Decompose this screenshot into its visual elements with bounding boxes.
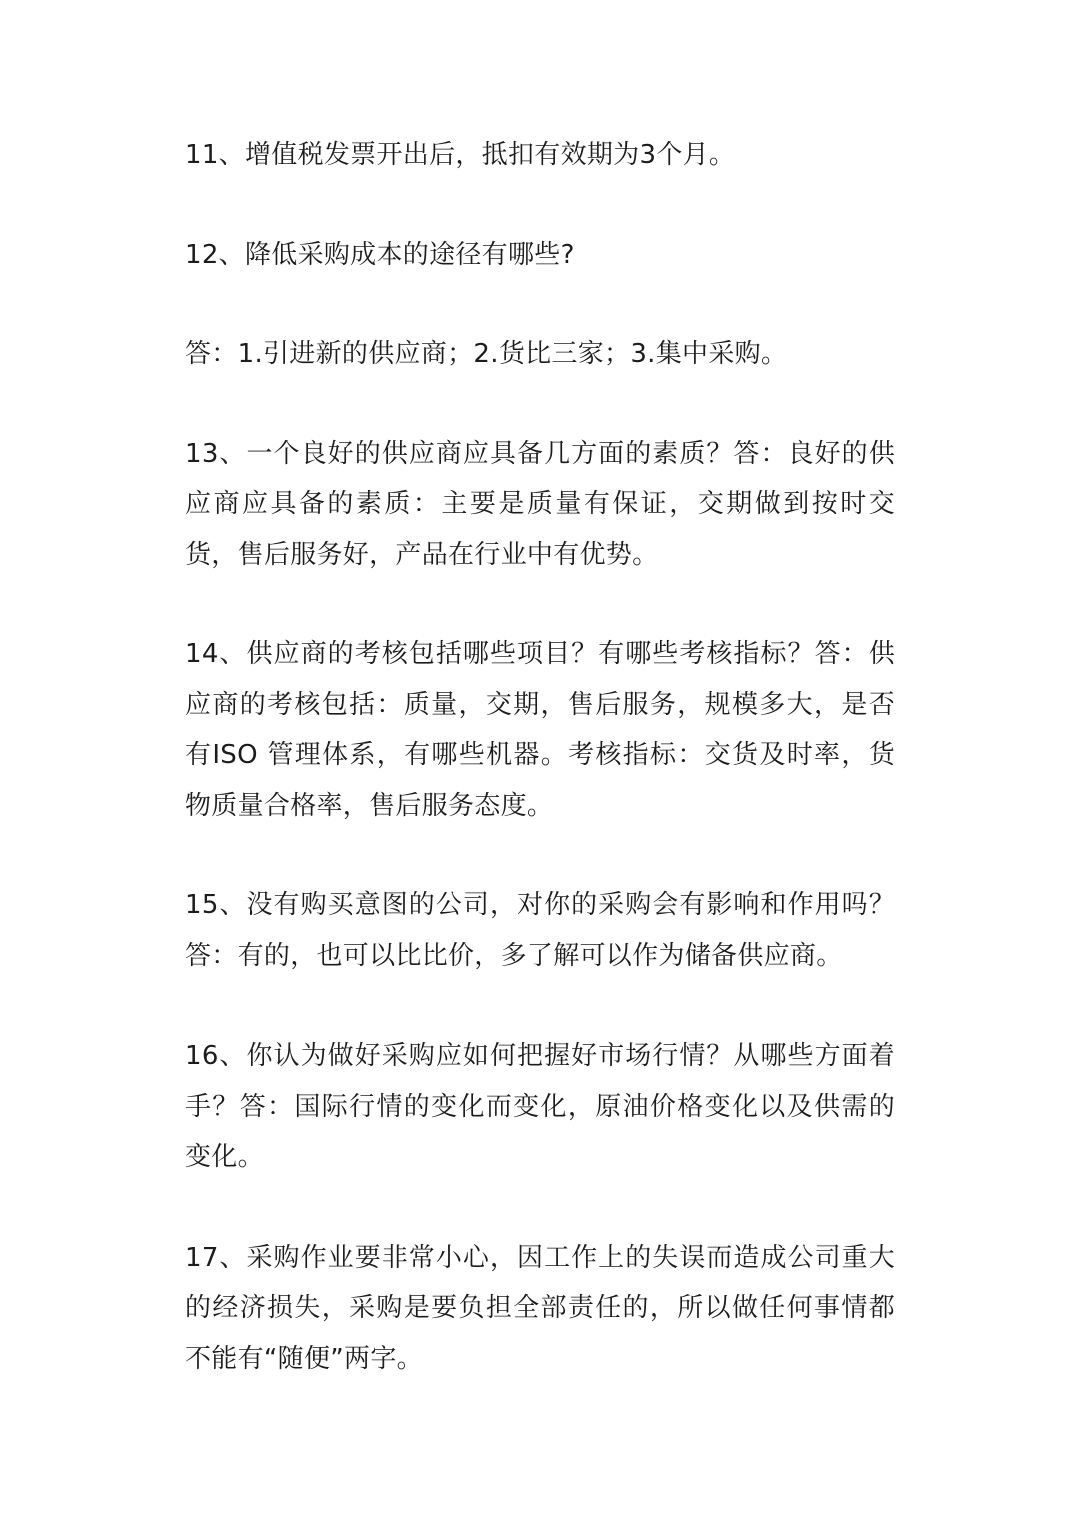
paragraph-13: 13、一个良好的供应商应具备几方面的素质？答：良好的供应商应具备的素质：主要是质量有保证，交期做到按时交货，售后服务好，产品在行业中有优势。 bbox=[185, 438, 895, 570]
paragraph-14: 14、供应商的考核包括哪些项目？有哪些考核指标？答：供应商的考核包括：质量，交期，售后服务，规模多大，是否有ISO 管理体系，有哪些机器。考核指标：交货及时率，货物质量合格率，售后服务态度。 bbox=[185, 639, 895, 821]
paragraph-11: 11、增值税发票开出后，抵扣有效期为3个月。 bbox=[185, 140, 736, 170]
paragraph-17: 17、采购作业要非常小心，因工作上的失误而造成公司重大的经济损失，采购是要负担全部责任的，所以做任何事情都不能有“随便”两字。 bbox=[185, 1242, 895, 1374]
paragraph-12-answer: 答：1.引进新的供应商；2.货比三家；3.集中采购。 bbox=[185, 339, 788, 369]
paragraph-12-question: 12、降低采购成本的途径有哪些? bbox=[185, 239, 575, 270]
paragraph-15: 15、没有购买意图的公司，对你的采购会有影响和作用吗？答：有的，也可以比比价，多了解可以作为储备供应商。 bbox=[185, 890, 895, 971]
paragraph-16: 16、你认为做好采购应如何把握好市场行情？从哪些方面着手？答：国际行情的变化而变化，原油价格变化以及供需的变化。 bbox=[185, 1041, 895, 1172]
document-body bbox=[185, 130, 895, 1384]
